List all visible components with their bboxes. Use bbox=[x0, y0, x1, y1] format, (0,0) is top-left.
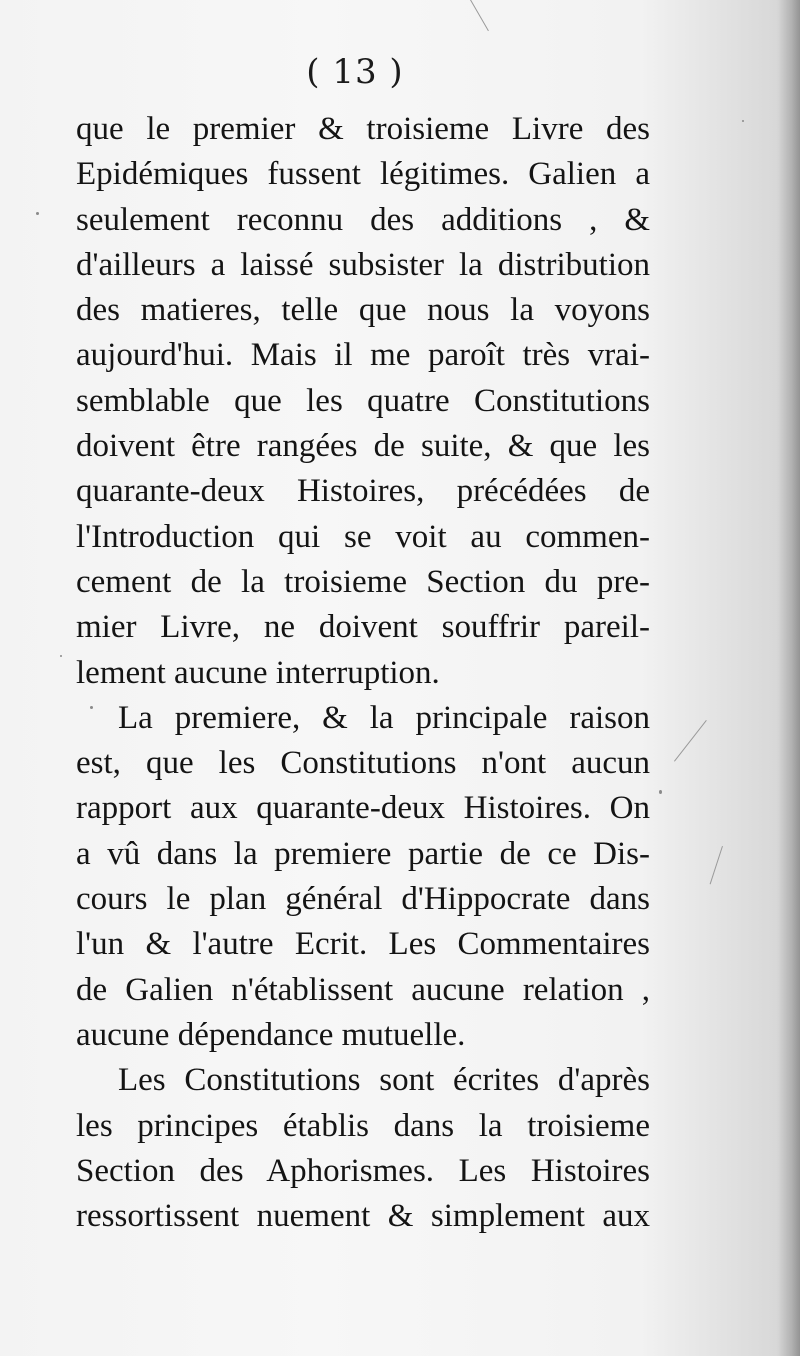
body-text bbox=[76, 107, 650, 1239]
text-line: les principes établis dans la troisieme bbox=[76, 1107, 650, 1144]
paper-speck bbox=[659, 790, 662, 794]
text-line: l'Introduction qui se voit au commen- bbox=[76, 518, 650, 555]
text-line: de Galien n'établissent aucune relation , bbox=[76, 971, 650, 1008]
paper-speck bbox=[36, 212, 39, 215]
text-line: cours le plan général d'Hippocrate dans bbox=[76, 881, 650, 918]
paragraph-start-line: Les Constitutions sont écrites d'après bbox=[118, 1062, 650, 1099]
paragraph-start-line: La premiere, & la principale raison bbox=[118, 699, 650, 736]
text-line: rapport aux quarante-deux Histoires. On bbox=[76, 790, 650, 827]
text-line: d'ailleurs a laissé subsister la distribution bbox=[76, 246, 650, 283]
text-line: Epidémiques fussent légitimes. Galien a bbox=[76, 156, 650, 193]
text-line: ressortissent nuement & simplement aux bbox=[76, 1198, 650, 1235]
page-edge-shadow bbox=[778, 0, 800, 1356]
paper-scratch bbox=[470, 0, 489, 31]
text-line: a vû dans la premiere partie de ce Dis- bbox=[76, 835, 650, 872]
text-line: l'un & l'autre Ecrit. Les Commentaires bbox=[76, 926, 650, 963]
paragraph-end-line: aucune dépendance mutuelle. bbox=[76, 1016, 466, 1053]
text-line: des matieres, telle que nous la voyons bbox=[76, 292, 650, 329]
page-number: ( 13 ) bbox=[306, 52, 404, 92]
text-line: Section des Aphorismes. Les Histoires bbox=[76, 1152, 650, 1189]
text-line: semblable que les quatre Constitutions bbox=[76, 382, 650, 419]
text-line: mier Livre, ne doivent souffrir pareil- bbox=[76, 609, 650, 646]
text-line: est, que les Constitutions n'ont aucun bbox=[76, 745, 650, 782]
text-line: quarante-deux Histoires, précédées de bbox=[76, 473, 650, 510]
paper-speck bbox=[60, 655, 62, 657]
text-line: doivent être rangées de suite, & que les bbox=[76, 428, 650, 465]
paper-scratch bbox=[710, 846, 723, 884]
text-line: cement de la troisieme Section du pre- bbox=[76, 563, 650, 600]
text-line: seulement reconnu des additions , & bbox=[76, 201, 650, 238]
paragraph-end-line: lement aucune interruption. bbox=[76, 654, 440, 691]
paper-speck bbox=[90, 706, 93, 709]
paper-scratch bbox=[674, 720, 707, 762]
paper-speck bbox=[742, 120, 744, 122]
text-line: que le premier & troisieme Livre des bbox=[76, 111, 650, 147]
text-line: aujourd'hui. Mais il me paroît très vrai- bbox=[76, 337, 650, 374]
